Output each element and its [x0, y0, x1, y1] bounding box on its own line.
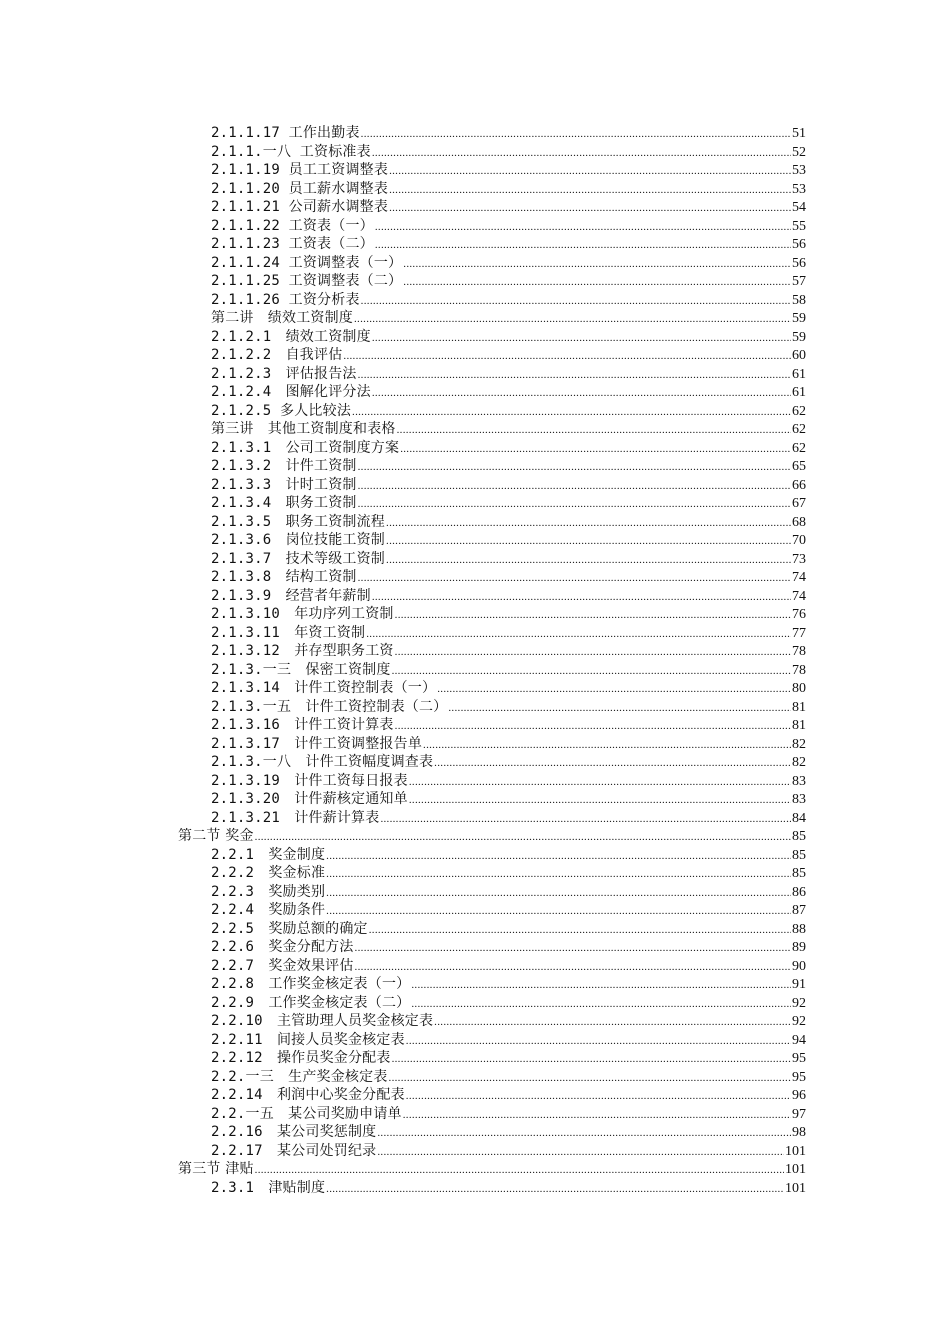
toc-page-number: 91	[792, 977, 806, 992]
toc-page-number: 55	[792, 218, 806, 234]
toc-page-number: 95	[792, 1051, 806, 1066]
toc-entry[interactable]	[178, 1179, 806, 1198]
toc-entry[interactable]	[178, 513, 806, 532]
toc-entry[interactable]	[178, 698, 806, 717]
toc-entry[interactable]	[178, 1086, 806, 1105]
dot-leader	[369, 921, 791, 940]
toc-entry[interactable]	[178, 161, 806, 180]
toc-entry[interactable]	[178, 605, 806, 624]
toc-entry[interactable]	[178, 642, 806, 661]
toc-entry-label: 2.1.1.24 工资调整表（一）	[211, 254, 403, 271]
toc-page-number: 57	[792, 274, 806, 289]
dot-leader	[361, 125, 791, 144]
toc-entry-label: 2.2.9 工作奖金核定表（二）	[211, 994, 411, 1011]
toc-page-number: 51	[792, 126, 806, 141]
toc-entry-label: 2.2.8 工作奖金核定表（一）	[211, 976, 411, 992]
dot-leader	[434, 1013, 791, 1032]
toc-entry[interactable]	[178, 790, 806, 809]
toc-page-number: 76	[792, 607, 806, 622]
dot-leader	[358, 366, 791, 385]
toc-entry[interactable]	[178, 624, 806, 643]
toc-page-number: 92	[792, 995, 806, 1011]
toc-page-number: 73	[792, 551, 806, 567]
toc-section-entry[interactable]	[178, 1160, 806, 1179]
toc-entry[interactable]	[178, 531, 806, 550]
toc-page-number: 54	[792, 200, 806, 215]
dot-leader	[403, 255, 791, 274]
toc-page-number: 84	[792, 810, 806, 826]
toc-entry[interactable]	[178, 587, 806, 606]
dot-leader	[255, 1161, 784, 1180]
toc-entry-label: 2.2.5 奖励总额的确定	[211, 920, 368, 937]
toc-entry-label: 2.1.1.一八 工资标准表	[211, 143, 371, 160]
dot-leader	[372, 588, 791, 607]
toc-entry-label: 2.1.3.7 技术等级工资制	[211, 550, 386, 567]
toc-page-number: 89	[792, 940, 806, 955]
toc-entry-label: 2.1.3.9 经营者年薪制	[211, 587, 371, 604]
toc-page-number: 59	[792, 329, 806, 345]
toc-entry-label: 2.2.1 奖金制度	[211, 846, 326, 863]
dot-leader	[389, 181, 791, 200]
toc-entry[interactable]	[178, 550, 806, 569]
toc-entry[interactable]	[178, 1049, 806, 1068]
dot-leader	[354, 310, 791, 329]
toc-entry[interactable]	[178, 753, 806, 772]
toc-page-number: 98	[792, 1125, 806, 1140]
toc-entry[interactable]	[178, 1012, 806, 1031]
dot-leader	[358, 569, 791, 588]
toc-entry[interactable]	[178, 975, 806, 994]
toc-entry[interactable]	[178, 291, 806, 310]
toc-entry[interactable]	[178, 309, 806, 328]
dot-leader	[355, 958, 791, 977]
toc-entry[interactable]	[178, 568, 806, 587]
toc-section-entry[interactable]	[178, 827, 806, 846]
toc-page-number: 94	[792, 1032, 806, 1048]
dot-leader	[358, 495, 791, 514]
toc-entry[interactable]	[178, 920, 806, 939]
dot-leader	[372, 144, 791, 163]
toc-entry-label: 2.1.3.11 年资工资制	[211, 624, 366, 641]
toc-entry[interactable]	[178, 494, 806, 513]
toc-entry-label: 2.1.3.一八 计件工资幅度调查表	[211, 754, 434, 770]
toc-entry-label: 2.1.3.20 计件薪核定通知单	[211, 791, 408, 807]
toc-entry-label: 2.2.16 某公司奖惩制度	[211, 1124, 377, 1140]
toc-entry-label: 2.2.10 主管助理人员奖金核定表	[211, 1013, 434, 1029]
toc-page-number: 86	[792, 884, 806, 900]
toc-page-number: 82	[792, 736, 806, 752]
toc-entry-label: 第三讲 其他工资制度和表格	[211, 421, 396, 437]
dot-leader	[375, 218, 791, 237]
toc-entry-label: 2.2.6 奖金分配方法	[211, 939, 354, 955]
dot-leader	[386, 532, 791, 551]
toc-page-number: 68	[792, 514, 806, 530]
dot-leader	[406, 1032, 791, 1051]
dot-leader	[255, 828, 791, 847]
toc-page-number: 88	[792, 921, 806, 937]
dot-leader	[392, 1050, 791, 1069]
toc-page-number: 53	[792, 181, 806, 197]
toc-page-number: 95	[792, 1069, 806, 1085]
toc-entry-label: 2.2.17 某公司处罚纪录	[211, 1142, 377, 1159]
toc-entry[interactable]	[178, 735, 806, 754]
toc-entry[interactable]	[178, 143, 806, 162]
dot-leader	[389, 1069, 791, 1088]
toc-entry-label: 2.1.3.2 计件工资制	[211, 458, 357, 474]
toc-page-number: 61	[792, 385, 806, 400]
toc-entry-label: 2.1.3.4 职务工资制	[211, 495, 357, 511]
toc-entry-label: 2.1.1.19 员工工资调整表	[211, 162, 389, 178]
toc-page-number: 74	[792, 570, 806, 585]
toc-entry[interactable]	[178, 994, 806, 1013]
toc-entry-label: 2.1.2.3 评估报告法	[211, 365, 357, 382]
toc-entry-label: 2.1.1.23 工资表（二）	[211, 236, 374, 252]
toc-entry-label: 2.1.2.5 多人比较法	[211, 402, 352, 419]
toc-page-number: 85	[792, 866, 806, 881]
dot-leader	[386, 551, 791, 570]
dot-leader	[352, 403, 791, 422]
toc-page-number: 70	[792, 533, 806, 548]
toc-entry-label: 2.1.3.8 结构工资制	[211, 569, 357, 585]
toc-entry[interactable]	[178, 235, 806, 254]
toc-page-number: 78	[792, 662, 806, 678]
toc-entry[interactable]	[178, 1031, 806, 1050]
toc-entry[interactable]	[178, 1123, 806, 1142]
toc-entry[interactable]	[178, 476, 806, 495]
dot-leader	[366, 625, 791, 644]
dot-leader	[355, 939, 791, 958]
toc-entry[interactable]	[178, 772, 806, 791]
toc-page-number: 85	[792, 829, 806, 844]
dot-leader	[375, 236, 791, 255]
toc-entry-label: 2.3.1 津贴制度	[211, 1179, 326, 1196]
dot-leader	[423, 736, 791, 755]
dot-leader	[326, 847, 791, 866]
toc-entry[interactable]	[178, 383, 806, 402]
dot-leader	[377, 1124, 791, 1143]
toc-entry-label: 2.1.3.19 计件工资每日报表	[211, 772, 408, 789]
toc-page-number: 65	[792, 459, 806, 474]
toc-entry[interactable]	[178, 661, 806, 680]
toc-page-number: 62	[792, 403, 806, 419]
toc-page-number: 82	[792, 755, 806, 770]
toc-entry-label: 2.1.1.22 工资表（一）	[211, 217, 374, 234]
toc-page-number: 66	[792, 477, 806, 493]
toc-entry-label: 2.1.3.6 岗位技能工资制	[211, 532, 386, 548]
dot-leader	[326, 902, 791, 921]
dot-leader	[380, 810, 791, 829]
toc-page-number: 96	[792, 1088, 806, 1103]
toc-entry[interactable]	[178, 402, 806, 421]
toc-entry-label: 2.1.3.一三 保密工资制度	[211, 661, 391, 678]
dot-leader	[372, 384, 791, 403]
toc-page-number: 77	[792, 625, 806, 641]
toc-entry[interactable]	[178, 198, 806, 217]
dot-leader	[392, 662, 791, 681]
toc-entry[interactable]	[178, 1142, 806, 1161]
toc-entry-label: 第三节 津贴	[178, 1161, 254, 1177]
toc-page-number: 80	[792, 681, 806, 696]
toc-entry[interactable]	[178, 420, 806, 439]
dot-leader	[389, 162, 791, 181]
toc-entry-label: 2.2.一五 某公司奖励申请单	[211, 1105, 402, 1122]
toc-entry-label: 2.1.3.1 公司工资制度方案	[211, 439, 400, 456]
toc-entry[interactable]	[178, 1105, 806, 1124]
dot-leader	[409, 773, 791, 792]
dot-leader	[395, 643, 791, 662]
toc-entry-label: 2.1.3.14 计件工资控制表（一）	[211, 680, 437, 696]
toc-page-number: 74	[792, 588, 806, 604]
toc-entry-label: 2.1.1.20 员工薪水调整表	[211, 180, 389, 197]
toc-entry-label: 2.2.一三 生产奖金核定表	[211, 1068, 388, 1085]
toc-page-number: 92	[792, 1014, 806, 1029]
toc-entry-label: 2.1.3.17 计件工资调整报告单	[211, 735, 423, 752]
dot-leader	[361, 292, 791, 311]
toc-page-number: 62	[792, 422, 806, 437]
dot-leader	[395, 606, 791, 625]
table-of-contents	[178, 124, 806, 1197]
toc-entry-label: 2.1.1.17 工作出勤表	[211, 125, 360, 141]
toc-entry[interactable]	[178, 346, 806, 365]
dot-leader	[389, 199, 791, 218]
toc-entry[interactable]	[178, 679, 806, 698]
toc-entry-label: 2.1.1.25 工资调整表（二）	[211, 273, 403, 289]
toc-page-number: 87	[792, 903, 806, 918]
toc-entry[interactable]	[178, 272, 806, 291]
dot-leader	[448, 699, 791, 718]
toc-page-number: 83	[792, 773, 806, 789]
dot-leader	[434, 754, 791, 773]
toc-entry-label: 2.1.2.2 自我评估	[211, 347, 343, 363]
toc-page-number: 101	[785, 1180, 806, 1196]
toc-page-number: 60	[792, 348, 806, 363]
dot-leader	[343, 347, 791, 366]
toc-page-number: 101	[785, 1162, 806, 1177]
toc-entry-label: 2.1.3.5 职务工资制流程	[211, 513, 386, 530]
dot-leader	[377, 1143, 784, 1162]
toc-entry-label: 2.1.2.1 绩效工资制度	[211, 328, 371, 345]
toc-page-number: 81	[792, 718, 806, 733]
toc-page-number: 90	[792, 958, 806, 974]
toc-entry[interactable]	[178, 864, 806, 883]
toc-page-number: 61	[792, 366, 806, 382]
toc-page-number: 97	[792, 1106, 806, 1122]
toc-entry[interactable]	[178, 716, 806, 735]
toc-entry-label: 2.2.4 奖励条件	[211, 902, 326, 918]
dot-leader	[395, 717, 791, 736]
toc-entry[interactable]	[178, 124, 806, 143]
dot-leader	[326, 865, 791, 884]
dot-leader	[437, 680, 791, 699]
dot-leader	[358, 477, 791, 496]
toc-entry[interactable]	[178, 439, 806, 458]
toc-entry[interactable]	[178, 217, 806, 236]
toc-entry[interactable]	[178, 809, 806, 828]
toc-entry-label: 2.2.7 奖金效果评估	[211, 957, 354, 974]
toc-entry-label: 2.1.3.10 年功序列工资制	[211, 606, 394, 622]
toc-entry[interactable]	[178, 328, 806, 347]
toc-page-number: 85	[792, 847, 806, 863]
dot-leader	[358, 458, 791, 477]
toc-entry[interactable]	[178, 365, 806, 384]
toc-entry-label: 2.2.2 奖金标准	[211, 865, 326, 881]
dot-leader	[326, 1180, 784, 1199]
toc-entry-label: 第二节 奖金	[178, 828, 254, 844]
dot-leader	[386, 514, 791, 533]
toc-entry-label: 2.1.1.26 工资分析表	[211, 291, 360, 308]
toc-page-number: 52	[792, 144, 806, 160]
toc-page-number: 59	[792, 311, 806, 326]
toc-entry-label: 2.1.1.21 公司薪水调整表	[211, 199, 389, 215]
toc-page-number: 81	[792, 699, 806, 715]
toc-entry[interactable]	[178, 957, 806, 976]
dot-leader	[400, 440, 791, 459]
toc-entry-label: 2.2.3 奖励类别	[211, 883, 326, 900]
toc-entry-label: 2.1.3.21 计件薪计算表	[211, 809, 380, 826]
toc-entry-label: 2.2.14 利润中心奖金分配表	[211, 1087, 405, 1103]
dot-leader	[372, 329, 791, 348]
toc-entry[interactable]	[178, 846, 806, 865]
toc-page-number: 53	[792, 163, 806, 178]
dot-leader	[397, 421, 791, 440]
toc-page-number: 78	[792, 644, 806, 659]
toc-entry-label: 2.2.12 操作员奖金分配表	[211, 1050, 391, 1066]
toc-entry[interactable]	[178, 457, 806, 476]
toc-page-number: 67	[792, 496, 806, 511]
toc-page-number: 101	[785, 1143, 806, 1159]
toc-entry-label: 2.1.2.4 图解化评分法	[211, 384, 371, 400]
dot-leader	[326, 884, 791, 903]
dot-leader	[403, 1106, 791, 1125]
toc-entry[interactable]	[178, 180, 806, 199]
dot-leader	[411, 995, 791, 1014]
dot-leader	[406, 1087, 791, 1106]
toc-entry-label: 2.1.3.12 并存型职务工资	[211, 643, 394, 659]
dot-leader	[403, 273, 791, 292]
toc-entry[interactable]	[178, 938, 806, 957]
dot-leader	[411, 976, 791, 995]
dot-leader	[409, 791, 791, 810]
toc-page-number: 83	[792, 792, 806, 807]
toc-page-number: 62	[792, 440, 806, 456]
toc-entry-label: 2.1.3.3 计时工资制	[211, 476, 357, 493]
toc-page-number: 56	[792, 255, 806, 271]
toc-page-number: 56	[792, 237, 806, 252]
toc-entry[interactable]	[178, 883, 806, 902]
toc-entry[interactable]	[178, 1068, 806, 1087]
toc-entry-label: 2.1.3.一五 计件工资控制表（二）	[211, 698, 448, 715]
toc-entry-label: 2.1.3.16 计件工资计算表	[211, 717, 394, 733]
toc-entry-label: 2.2.11 间接人员奖金核定表	[211, 1031, 405, 1048]
toc-entry[interactable]	[178, 254, 806, 273]
toc-entry[interactable]	[178, 901, 806, 920]
toc-entry-label: 第二讲 绩效工资制度	[211, 310, 353, 326]
toc-page-number: 58	[792, 292, 806, 308]
